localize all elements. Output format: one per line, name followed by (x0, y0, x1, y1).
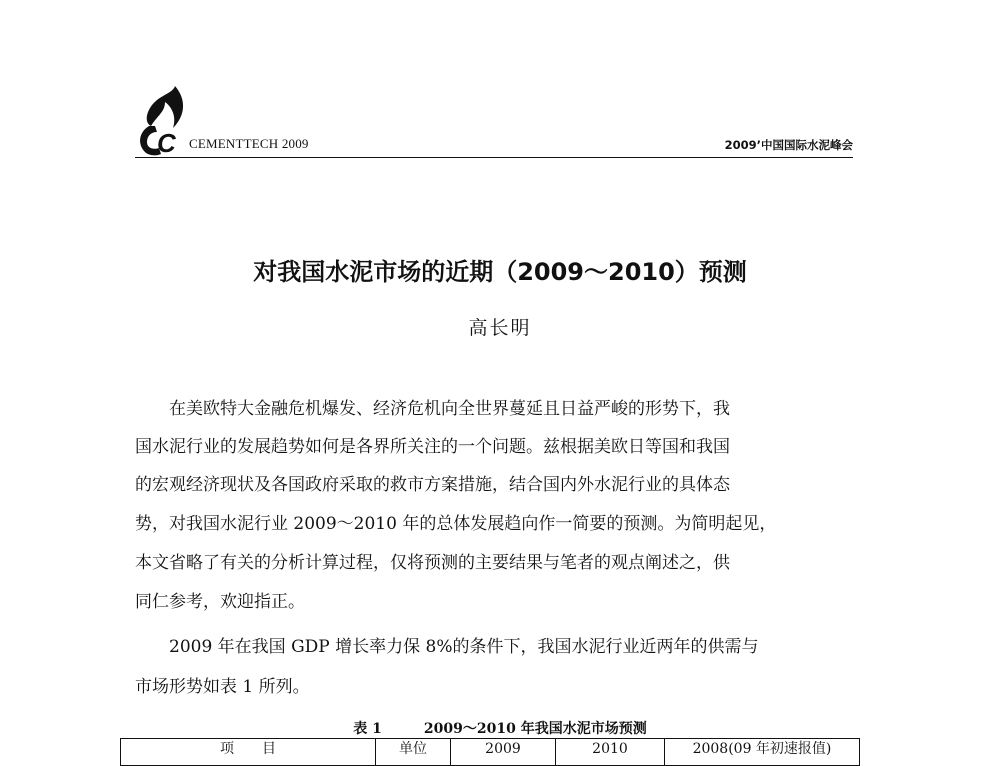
header-rule (135, 157, 853, 158)
body-line: 本文省略了有关的分析计算过程，仅将预测的主要结果与笔者的观点阐述之，供 (135, 553, 730, 573)
body-line: 2009 年在我国 GDP 增长率力保 8%的条件下，我国水泥行业近两年的供需与 (135, 637, 759, 657)
header-unit: 单位 (376, 739, 451, 766)
body-line: 在美欧特大金融危机爆发、经济危机向全世界蔓延且日益严峻的形势下，我 (135, 399, 730, 419)
body-line: 国水泥行业的发展趋势如何是各界所关注的一个问题。兹根据美欧日等国和我国 (135, 437, 730, 457)
table-header-row (121, 739, 860, 766)
logo-letter: C (157, 128, 176, 156)
body-line: 势，对我国水泥行业 2009～2010 年的总体发展趋向作一简要的预测。为简明起见， (135, 514, 777, 534)
header-item: 项 目 (121, 739, 376, 766)
header-2010: 2010 (556, 739, 665, 766)
table-caption (0, 718, 1000, 738)
author-name: 高长明 (468, 317, 532, 339)
table-caption-title: 2009～2010 年我国水泥市场预测 (423, 721, 647, 737)
page-header (135, 82, 853, 160)
table-caption-label: 表 1 (353, 721, 382, 737)
paper-title: 对我国水泥市场的近期（2009～2010）预测 (253, 258, 747, 286)
body-line: 同仁参考，欢迎指正。 (135, 592, 305, 612)
header-2009: 2009 (451, 739, 556, 766)
cementtech-logo (135, 82, 195, 156)
body-line: 市场形势如表 1 所列。 (135, 677, 310, 697)
brand-label: CEMENTTECH 2009 (189, 136, 309, 151)
conference-label: 2009’中国国际水泥峰会 (724, 138, 853, 152)
header-2008: 2008(09 年初速报值) (665, 739, 860, 766)
forecast-table (120, 738, 860, 766)
body-line: 的宏观经济现状及各国政府采取的救市方案措施，结合国内外水泥行业的具体态 (135, 475, 730, 495)
